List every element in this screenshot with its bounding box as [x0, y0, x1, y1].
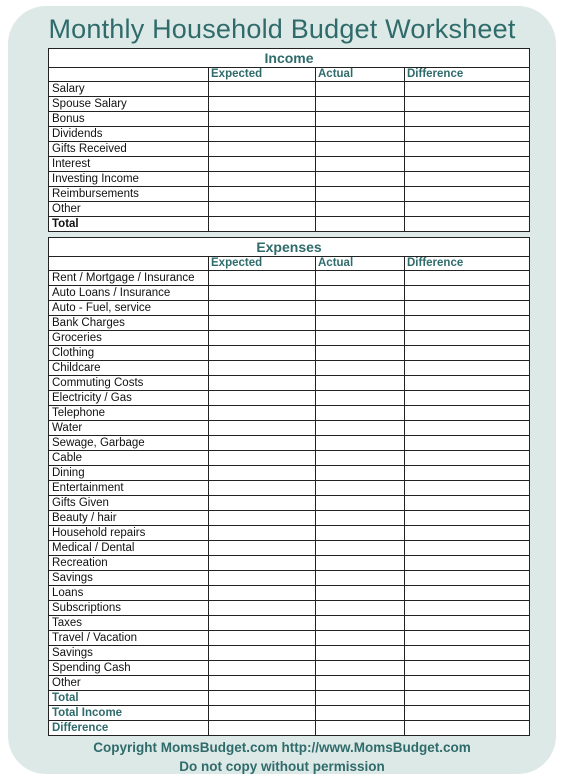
row-label: Bonus: [49, 112, 209, 127]
table-row: [49, 646, 530, 661]
row-label: Auto Loans / Insurance: [49, 286, 209, 301]
row-label: Gifts Given: [49, 496, 209, 511]
income-table: [48, 48, 530, 232]
table-row: [49, 676, 530, 691]
row-label: Total: [49, 217, 209, 232]
difference-cell[interactable]: [405, 202, 530, 217]
actual-cell[interactable]: [316, 481, 405, 496]
difference-cell[interactable]: [405, 496, 530, 511]
expected-cell[interactable]: [209, 97, 316, 112]
actual-cell[interactable]: [316, 571, 405, 586]
expected-cell[interactable]: [209, 286, 316, 301]
actual-cell[interactable]: [316, 721, 405, 736]
expenses-table: [48, 237, 530, 736]
table-row: [49, 331, 530, 346]
expected-cell[interactable]: [209, 691, 316, 706]
difference-cell[interactable]: [405, 646, 530, 661]
row-label: Beauty / hair: [49, 511, 209, 526]
table-row: [49, 466, 530, 481]
expected-cell[interactable]: [209, 556, 316, 571]
row-label: Travel / Vacation: [49, 631, 209, 646]
difference-cell[interactable]: [405, 361, 530, 376]
col-actual: Actual: [316, 68, 405, 82]
table-row: [49, 721, 530, 736]
table-row: [49, 112, 530, 127]
actual-cell[interactable]: [316, 142, 405, 157]
table-row: [49, 172, 530, 187]
actual-cell[interactable]: [316, 451, 405, 466]
row-label: Medical / Dental: [49, 541, 209, 556]
income-column-headers: [49, 68, 530, 82]
table-row: [49, 661, 530, 676]
col-actual: Actual: [316, 257, 405, 271]
actual-cell[interactable]: [316, 331, 405, 346]
actual-cell[interactable]: [316, 301, 405, 316]
table-row: [49, 541, 530, 556]
table-row: [49, 202, 530, 217]
expected-cell[interactable]: [209, 511, 316, 526]
difference-cell[interactable]: [405, 112, 530, 127]
difference-cell[interactable]: [405, 676, 530, 691]
footer-copyright: Copyright MomsBudget.com http://www.MomsBudget.com: [93, 740, 471, 755]
row-label: Dining: [49, 466, 209, 481]
difference-cell[interactable]: [405, 586, 530, 601]
row-label: Total: [49, 691, 209, 706]
expenses-column-headers: [49, 257, 530, 271]
actual-cell[interactable]: [316, 586, 405, 601]
actual-cell[interactable]: [316, 391, 405, 406]
table-row: [49, 286, 530, 301]
expenses-section-header: [49, 238, 530, 257]
difference-cell[interactable]: [405, 421, 530, 436]
actual-cell[interactable]: [316, 631, 405, 646]
expected-cell[interactable]: [209, 481, 316, 496]
difference-cell[interactable]: [405, 376, 530, 391]
table-row: [49, 391, 530, 406]
expected-cell[interactable]: [209, 721, 316, 736]
actual-cell[interactable]: [316, 361, 405, 376]
row-label: Interest: [49, 157, 209, 172]
difference-cell[interactable]: [405, 271, 530, 286]
expected-cell[interactable]: [209, 616, 316, 631]
row-label: Childcare: [49, 361, 209, 376]
actual-cell[interactable]: [316, 601, 405, 616]
row-label: Cable: [49, 451, 209, 466]
expected-cell[interactable]: [209, 586, 316, 601]
table-row: [49, 631, 530, 646]
table-row: [49, 346, 530, 361]
difference-cell[interactable]: [405, 406, 530, 421]
expected-cell[interactable]: [209, 451, 316, 466]
expected-cell[interactable]: [209, 331, 316, 346]
table-row: [49, 586, 530, 601]
difference-cell[interactable]: [405, 451, 530, 466]
expected-cell[interactable]: [209, 376, 316, 391]
actual-cell[interactable]: [316, 466, 405, 481]
row-label: Loans: [49, 586, 209, 601]
difference-cell[interactable]: [405, 217, 530, 232]
row-label: Gifts Received: [49, 142, 209, 157]
expected-cell[interactable]: [209, 541, 316, 556]
table-row: [49, 217, 530, 232]
income-section-header: [49, 49, 530, 68]
table-row: [49, 496, 530, 511]
table-row: [49, 82, 530, 97]
actual-cell[interactable]: [316, 496, 405, 511]
table-row: [49, 511, 530, 526]
difference-cell[interactable]: [405, 556, 530, 571]
row-label: Total Income: [49, 706, 209, 721]
row-label: Entertainment: [49, 481, 209, 496]
expected-cell[interactable]: [209, 127, 316, 142]
table-row: [49, 436, 530, 451]
row-label: Other: [49, 676, 209, 691]
row-label: Rent / Mortgage / Insurance: [49, 271, 209, 286]
difference-cell[interactable]: [405, 481, 530, 496]
difference-cell[interactable]: [405, 142, 530, 157]
expected-cell[interactable]: [209, 271, 316, 286]
row-label: Commuting Costs: [49, 376, 209, 391]
expected-cell[interactable]: [209, 361, 316, 376]
table-row: [49, 556, 530, 571]
actual-cell[interactable]: [316, 217, 405, 232]
difference-cell[interactable]: [405, 616, 530, 631]
actual-cell[interactable]: [316, 676, 405, 691]
row-label: Groceries: [49, 331, 209, 346]
table-row: [49, 187, 530, 202]
expected-cell[interactable]: [209, 526, 316, 541]
row-label: Recreation: [49, 556, 209, 571]
expenses-heading: Expenses: [49, 238, 530, 257]
difference-cell[interactable]: [405, 721, 530, 736]
expected-cell[interactable]: [209, 601, 316, 616]
income-heading: Income: [49, 49, 530, 68]
difference-cell[interactable]: [405, 631, 530, 646]
table-row: [49, 451, 530, 466]
difference-cell[interactable]: [405, 601, 530, 616]
expected-cell[interactable]: [209, 571, 316, 586]
table-row: [49, 97, 530, 112]
actual-cell[interactable]: [316, 541, 405, 556]
difference-cell[interactable]: [405, 391, 530, 406]
expected-cell[interactable]: [209, 157, 316, 172]
actual-cell[interactable]: [316, 172, 405, 187]
actual-cell[interactable]: [316, 187, 405, 202]
expected-cell[interactable]: [209, 676, 316, 691]
table-row: [49, 316, 530, 331]
col-difference: Difference: [405, 257, 530, 271]
row-label: Difference: [49, 721, 209, 736]
col-difference: Difference: [405, 68, 530, 82]
row-label: Other: [49, 202, 209, 217]
expected-cell[interactable]: [209, 406, 316, 421]
actual-cell[interactable]: [316, 691, 405, 706]
difference-cell[interactable]: [405, 82, 530, 97]
row-label: Telephone: [49, 406, 209, 421]
row-label: Savings: [49, 571, 209, 586]
table-row: [49, 706, 530, 721]
footer-permission: Do not copy without permission: [179, 759, 385, 774]
row-label: Water: [49, 421, 209, 436]
difference-cell[interactable]: [405, 172, 530, 187]
table-row: [49, 691, 530, 706]
difference-cell[interactable]: [405, 436, 530, 451]
difference-cell[interactable]: [405, 157, 530, 172]
expected-cell[interactable]: [209, 301, 316, 316]
actual-cell[interactable]: [316, 661, 405, 676]
table-row: [49, 406, 530, 421]
difference-cell[interactable]: [405, 466, 530, 481]
expected-cell[interactable]: [209, 631, 316, 646]
actual-cell[interactable]: [316, 616, 405, 631]
table-row: [49, 301, 530, 316]
difference-cell[interactable]: [405, 706, 530, 721]
expected-cell[interactable]: [209, 202, 316, 217]
actual-cell[interactable]: [316, 376, 405, 391]
table-row: [49, 481, 530, 496]
expected-cell[interactable]: [209, 142, 316, 157]
difference-cell[interactable]: [405, 526, 530, 541]
expected-cell[interactable]: [209, 391, 316, 406]
difference-cell[interactable]: [405, 331, 530, 346]
difference-cell[interactable]: [405, 511, 530, 526]
row-label: Investing Income: [49, 172, 209, 187]
row-label: Taxes: [49, 616, 209, 631]
actual-cell[interactable]: [316, 706, 405, 721]
difference-cell[interactable]: [405, 691, 530, 706]
row-label: Savings: [49, 646, 209, 661]
row-label: Subscriptions: [49, 601, 209, 616]
row-label: Electricity / Gas: [49, 391, 209, 406]
actual-cell[interactable]: [316, 421, 405, 436]
actual-cell[interactable]: [316, 82, 405, 97]
expected-cell[interactable]: [209, 706, 316, 721]
actual-cell[interactable]: [316, 526, 405, 541]
table-row: [49, 421, 530, 436]
table-row: [49, 616, 530, 631]
row-label: Sewage, Garbage: [49, 436, 209, 451]
expected-cell[interactable]: [209, 466, 316, 481]
expected-cell[interactable]: [209, 436, 316, 451]
page-title: Monthly Household Budget Worksheet: [48, 14, 516, 44]
row-label: Clothing: [49, 346, 209, 361]
table-row: [49, 601, 530, 616]
difference-cell[interactable]: [405, 127, 530, 142]
difference-cell[interactable]: [405, 286, 530, 301]
row-label: Bank Charges: [49, 316, 209, 331]
table-row: [49, 571, 530, 586]
expected-cell[interactable]: [209, 346, 316, 361]
expected-cell[interactable]: [209, 187, 316, 202]
difference-cell[interactable]: [405, 187, 530, 202]
actual-cell[interactable]: [316, 346, 405, 361]
expected-cell[interactable]: [209, 82, 316, 97]
expected-cell[interactable]: [209, 217, 316, 232]
difference-cell[interactable]: [405, 97, 530, 112]
difference-cell[interactable]: [405, 541, 530, 556]
row-label: Reimbursements: [49, 187, 209, 202]
expected-cell[interactable]: [209, 112, 316, 127]
expected-cell[interactable]: [209, 316, 316, 331]
actual-cell[interactable]: [316, 286, 405, 301]
table-row: [49, 271, 530, 286]
table-row: [49, 526, 530, 541]
expected-cell[interactable]: [209, 646, 316, 661]
difference-cell[interactable]: [405, 316, 530, 331]
row-label: Spouse Salary: [49, 97, 209, 112]
table-row: [49, 127, 530, 142]
actual-cell[interactable]: [316, 157, 405, 172]
actual-cell[interactable]: [316, 646, 405, 661]
expected-cell[interactable]: [209, 421, 316, 436]
table-row: [49, 361, 530, 376]
actual-cell[interactable]: [316, 202, 405, 217]
actual-cell[interactable]: [316, 112, 405, 127]
actual-cell[interactable]: [316, 316, 405, 331]
actual-cell[interactable]: [316, 97, 405, 112]
row-label: Salary: [49, 82, 209, 97]
table-row: [49, 142, 530, 157]
actual-cell[interactable]: [316, 271, 405, 286]
difference-cell[interactable]: [405, 346, 530, 361]
row-label: Spending Cash: [49, 661, 209, 676]
difference-cell[interactable]: [405, 571, 530, 586]
actual-cell[interactable]: [316, 127, 405, 142]
actual-cell[interactable]: [316, 436, 405, 451]
table-row: [49, 157, 530, 172]
expected-cell[interactable]: [209, 172, 316, 187]
row-label: Auto - Fuel, service: [49, 301, 209, 316]
col-expected: Expected: [209, 68, 316, 82]
row-label: Household repairs: [49, 526, 209, 541]
table-row: [49, 376, 530, 391]
actual-cell[interactable]: [316, 511, 405, 526]
col-expected: Expected: [209, 257, 316, 271]
expected-cell[interactable]: [209, 496, 316, 511]
difference-cell[interactable]: [405, 661, 530, 676]
expected-cell[interactable]: [209, 661, 316, 676]
actual-cell[interactable]: [316, 406, 405, 421]
actual-cell[interactable]: [316, 556, 405, 571]
difference-cell[interactable]: [405, 301, 530, 316]
row-label: Dividends: [49, 127, 209, 142]
